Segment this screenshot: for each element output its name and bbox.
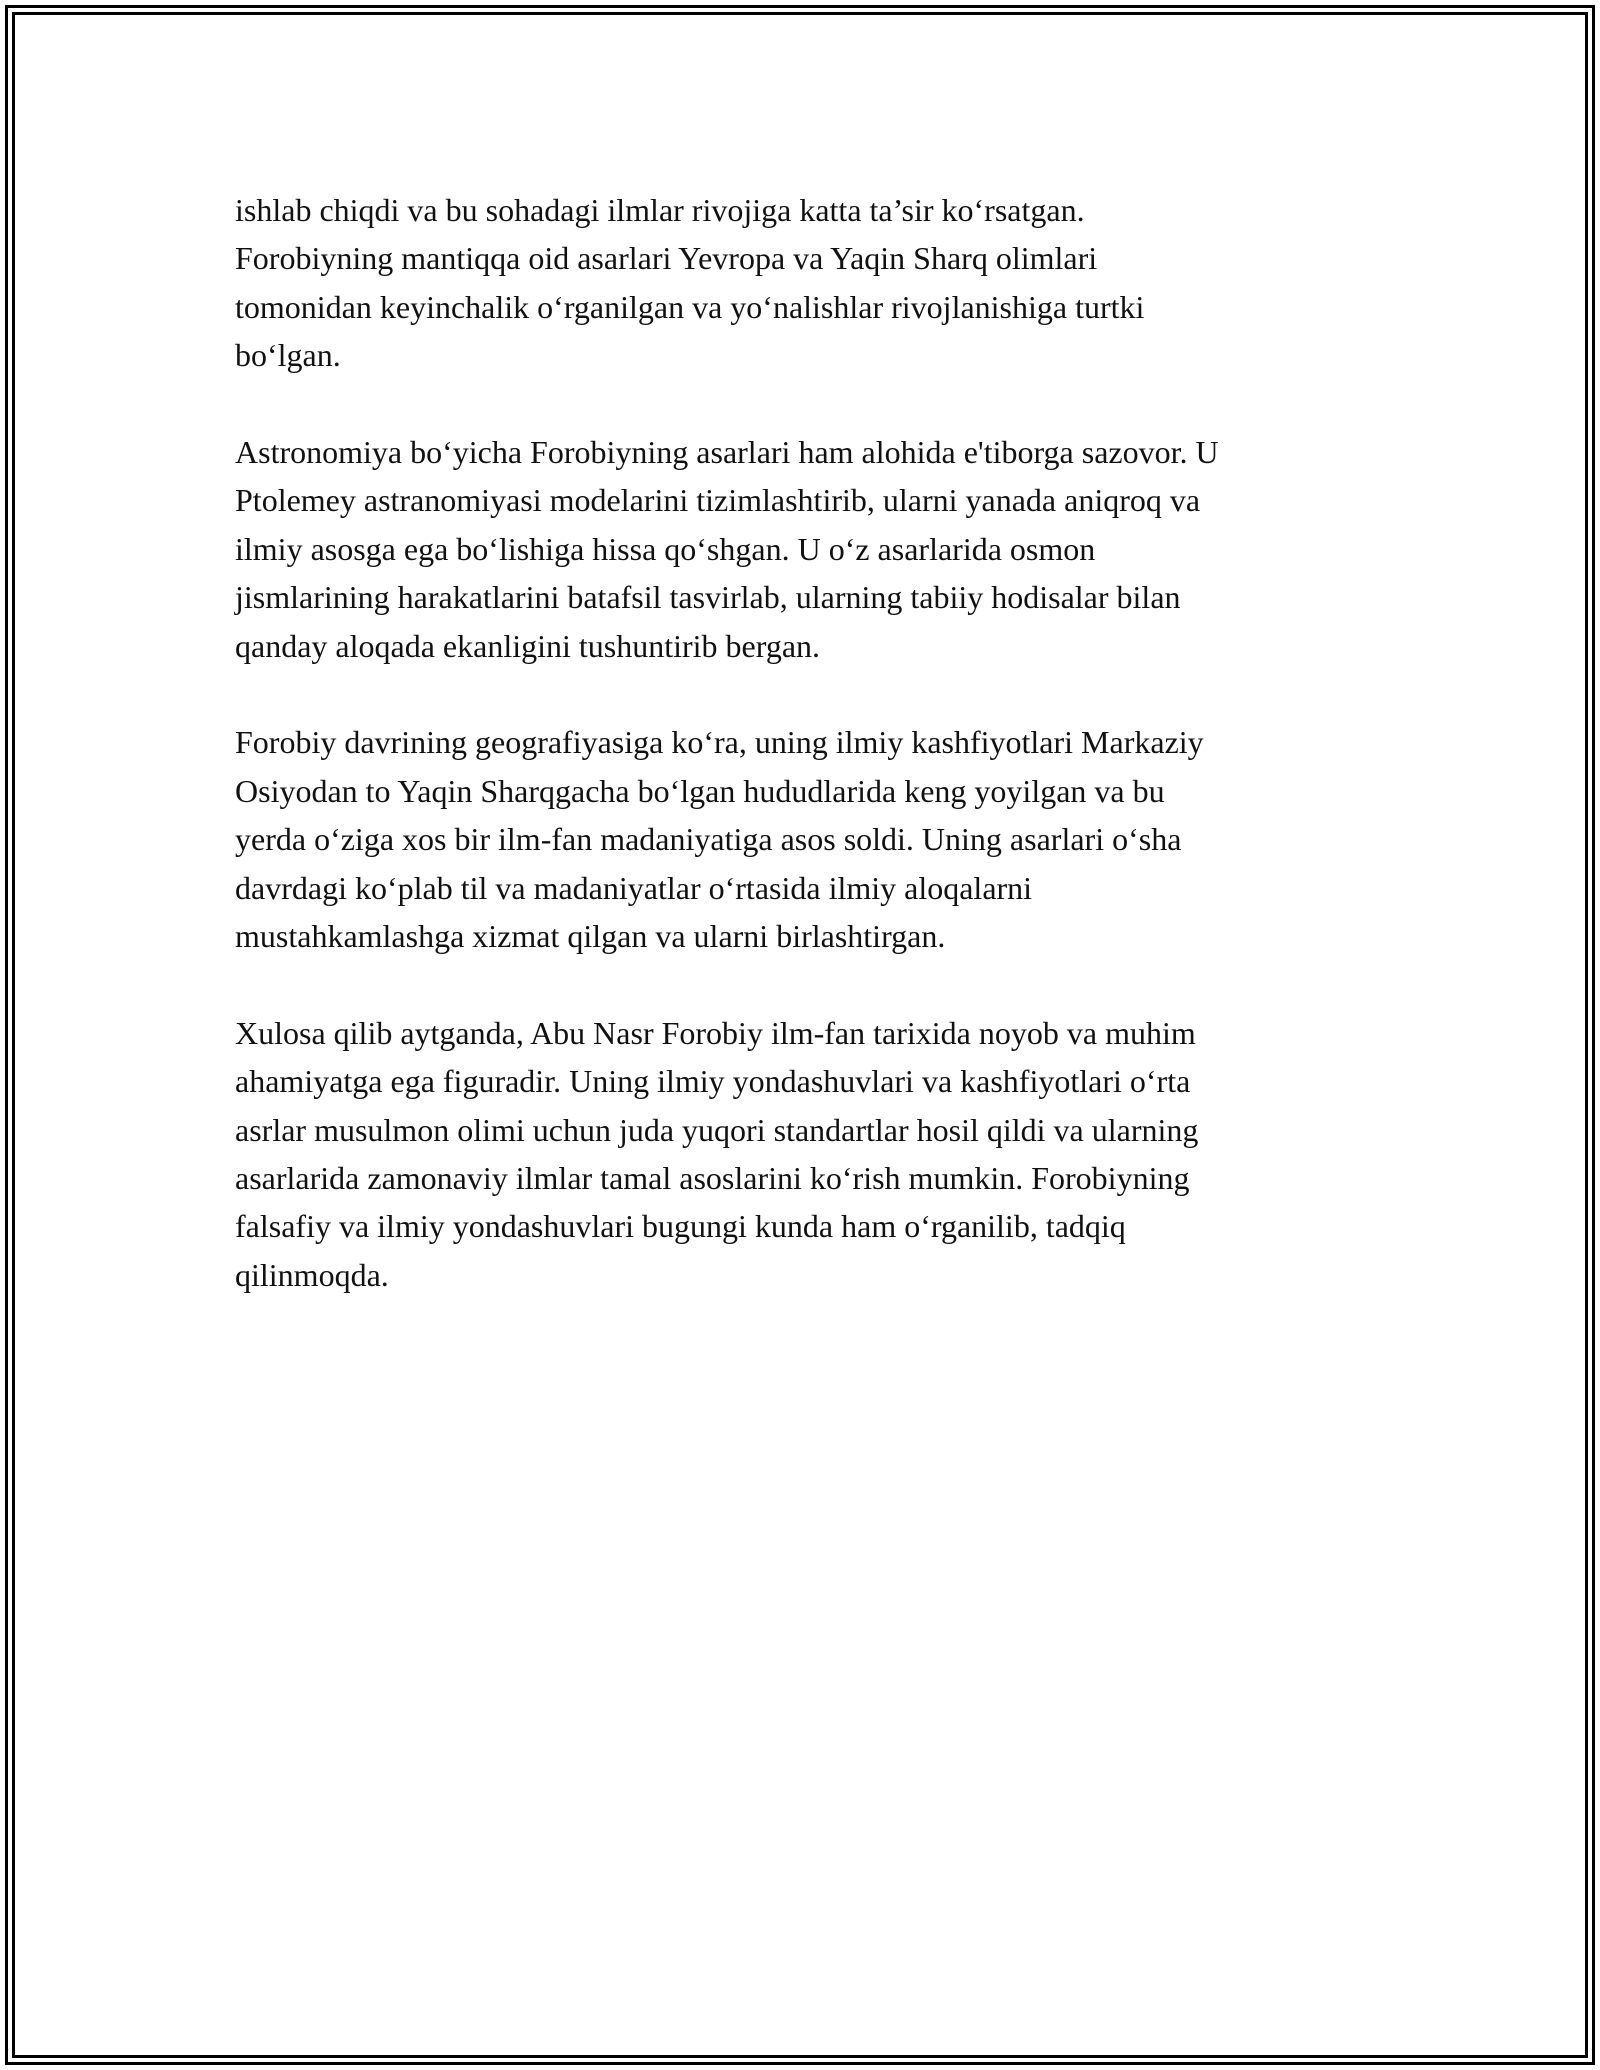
- paragraph-geography: Forobiy davrining geografiyasiga ko‘ra, uning ilmiy kashfiyotlari Markaziy Osiyodan to Yaqin Sharqgacha bo‘lgan hududlarida keng yoyilgan va bu yerda o‘ziga xos bir ilm-fan madaniyatiga asos soldi. Uning asarlari o‘sha davrdagi ko‘plab til va madaniyatlar o‘rtasida ilmiy aloqalarni mustahkamlashga xizmat qilgan va ularni birlashtirgan.: [235, 724, 1204, 955]
- paragraph-logic-influence: ishlab chiqdi va bu sohadagi ilmlar rivojiga katta ta’sir ko‘rsatgan. Forobiyning mantiqqa oid asarlari Yevropa va Yaqin Sharq olimlari tomonidan keyinchalik o‘rganilgan va yo‘nalishlar rivojlanishiga turtki bo‘lgan.: [235, 192, 1145, 374]
- document-body: [235, 186, 1375, 1348]
- paragraph-astronomy: Astronomiya bo‘yicha Forobiyning asarlari ham alohida e'tiborga sazovor. U Ptolemey astranomiyasi modelarini tizimlashtirib, ularni yanada aniqroq va ilmiy asosga ega bo‘lishiga hissa qo‘shgan. U o‘z asarlarida osmon jismlarining harakatlarini batafsil tasvirlab, ularning tabiiy hodisalar bilan qanday aloqada ekanligini tushuntirib bergan.: [235, 434, 1219, 664]
- paragraph-conclusion: Xulosa qilib aytganda, Abu Nasr Forobiy ilm-fan tarixida noyob va muhim ahamiyatga ega figuradir. Uning ilmiy yondashuvlari va kashfiyotlari o‘rta asrlar musulmon olimi uchun juda yuqori standartlar hosil qildi va ularning asarlarida zamonaviy ilmlar tamal asoslarini ko‘rish mumkin. Forobiyning falsafiy va ilmiy yondashuvlari bugungi kunda ham o‘rganilib, tadqiq qilinmoqda.: [235, 1014, 1199, 1293]
